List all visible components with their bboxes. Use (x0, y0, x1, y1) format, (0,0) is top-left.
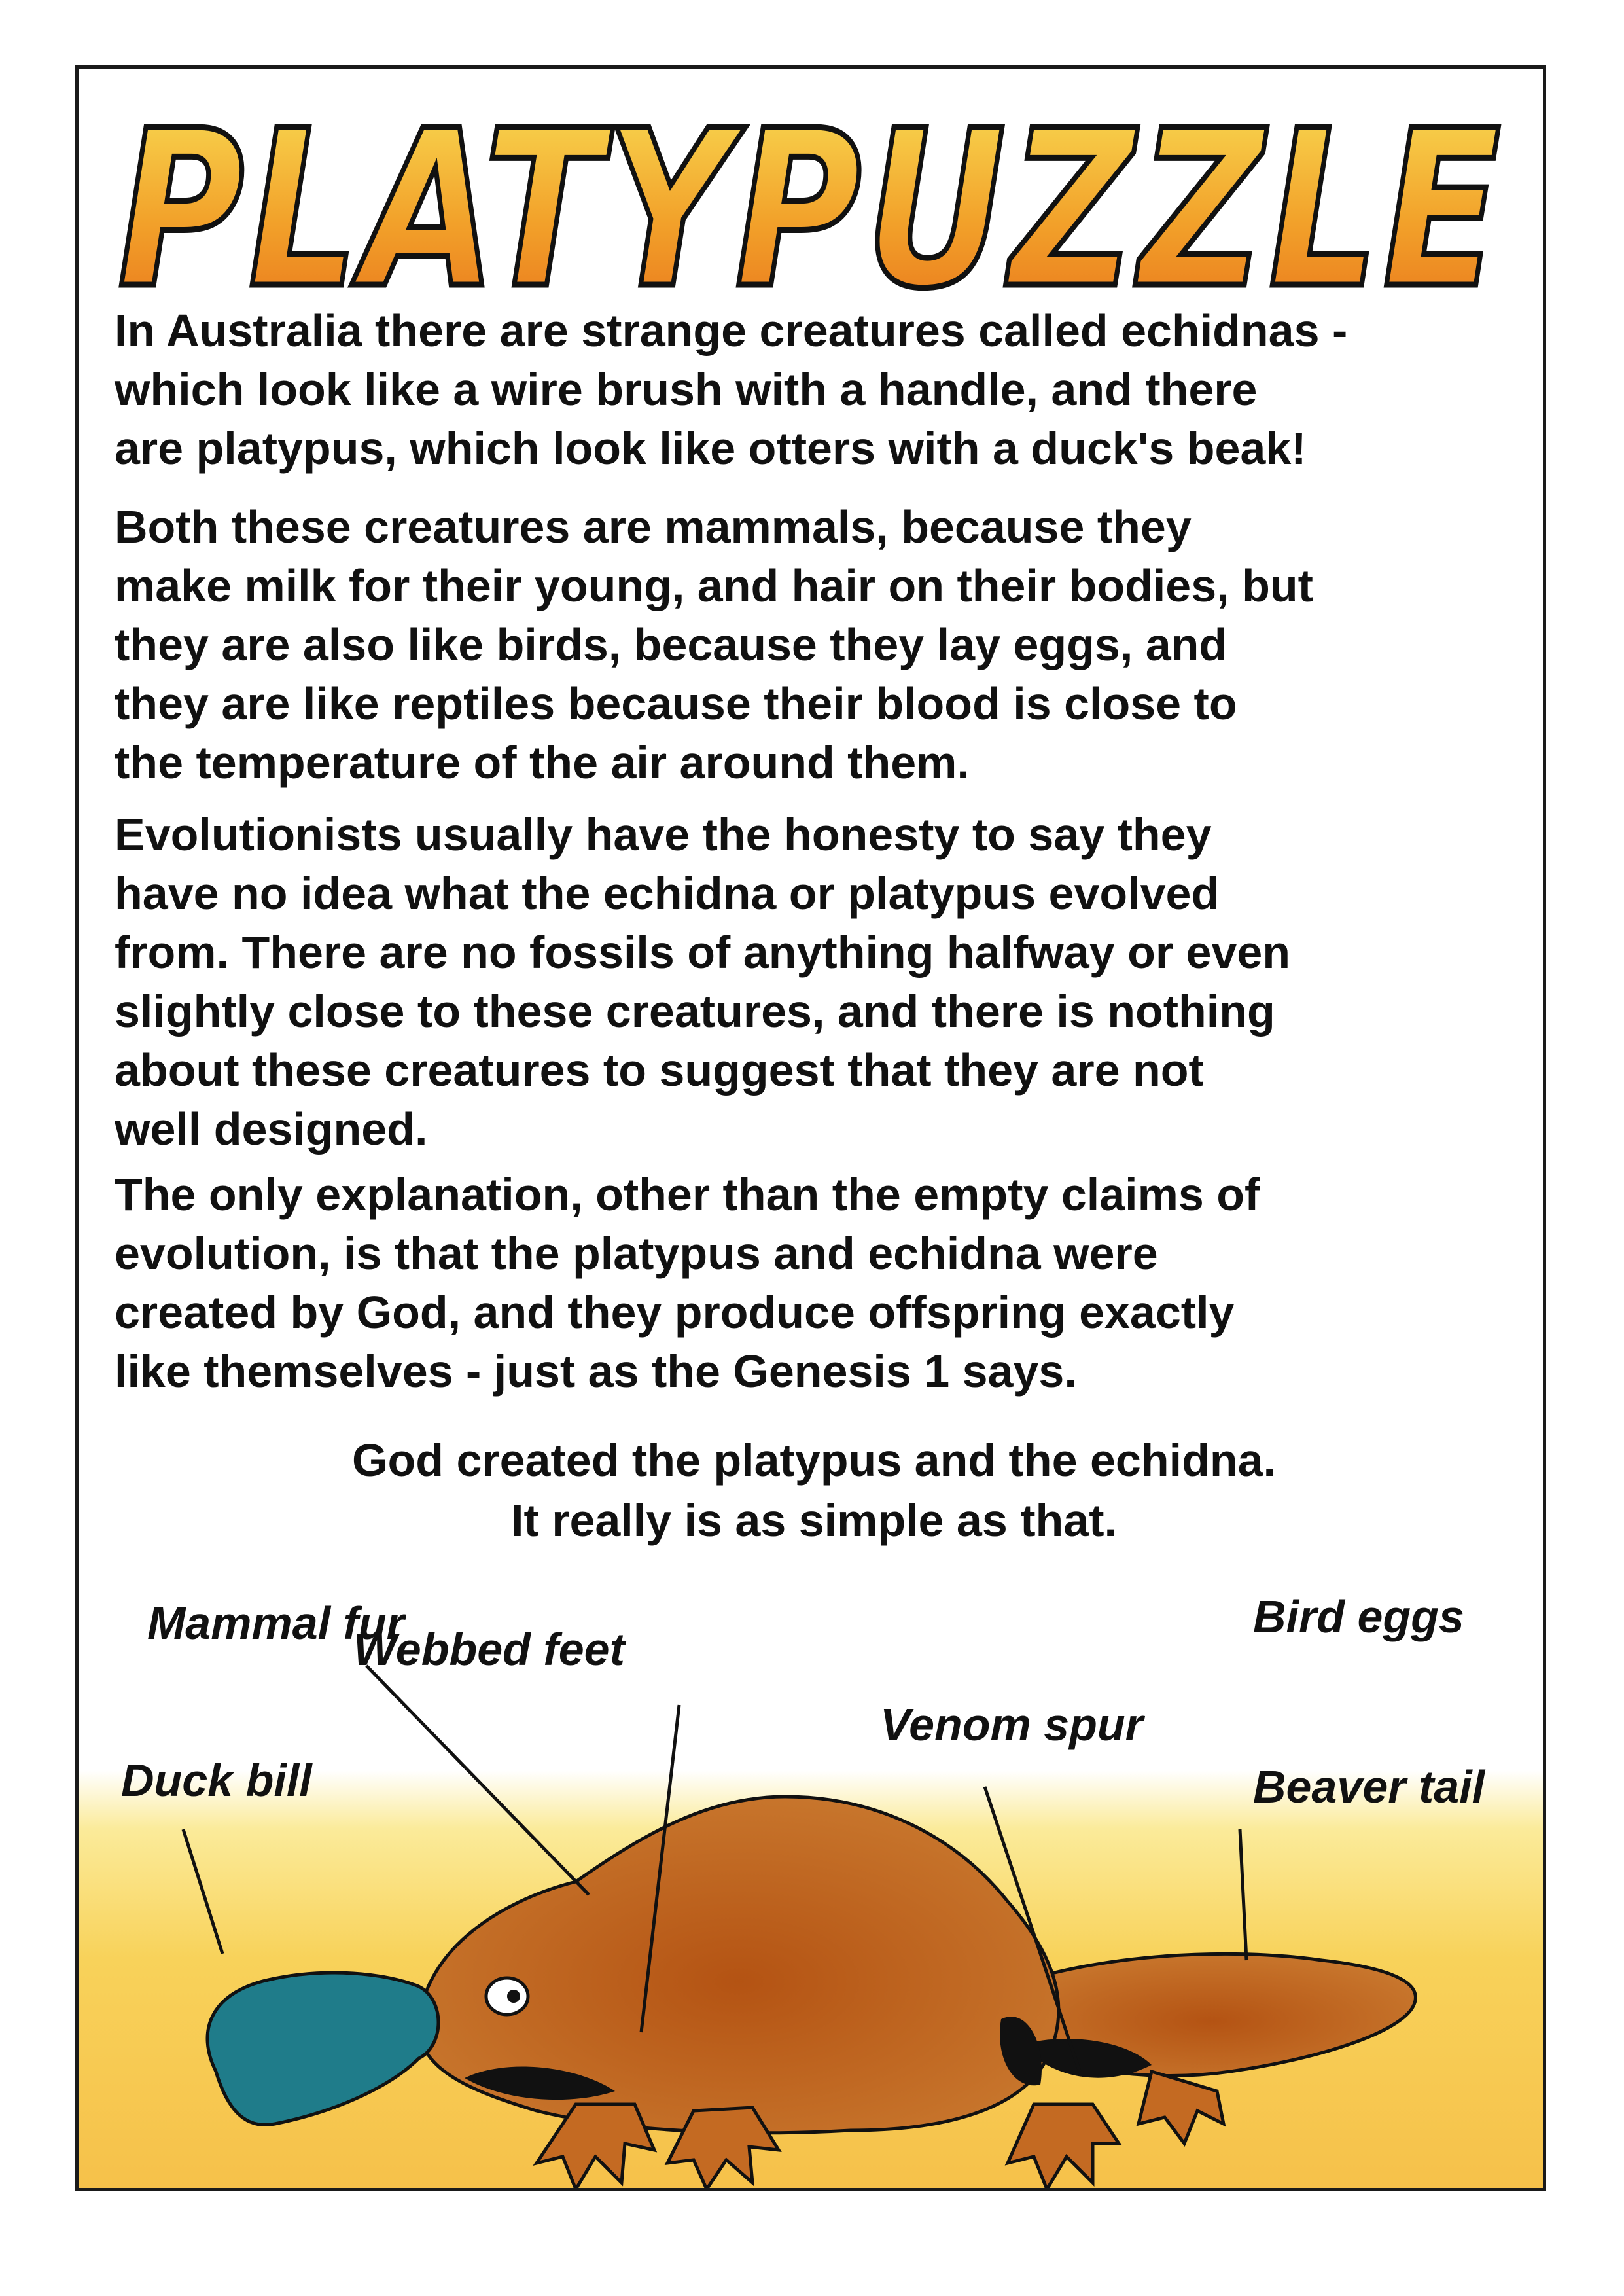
duck-bill-pointer (183, 1829, 222, 1954)
label-bird-eggs: Bird eggs (1253, 1591, 1464, 1642)
text-line: from. There are no fossils of anything halfway or even (115, 927, 1291, 978)
title-text: PLATYPUZZLE (118, 84, 1505, 331)
label-venom-spur: Venom spur (880, 1699, 1143, 1750)
text-line: have no idea what the echidna or platypus evolved (115, 868, 1220, 919)
text-line: the temperature of the air around them. (115, 737, 970, 788)
text-line: they are like reptiles because their blood is close to (115, 678, 1237, 729)
text-line: created by God, and they produce offspring exactly (115, 1287, 1235, 1338)
text-line: In Australia there are strange creatures called echidnas - (115, 305, 1348, 356)
text-line: make milk for their young, and hair on their bodies, but (115, 560, 1313, 611)
text-line: about these creatures to suggest that they are not (115, 1045, 1204, 1096)
eye-pupil (507, 1990, 520, 2003)
text-line: evolution, is that the platypus and echidna were (115, 1228, 1158, 1279)
rear-feet (1008, 2072, 1224, 2189)
label-duck-bill: Duck bill (121, 1755, 312, 1806)
text-line: slightly close to these creatures, and there is nothing (115, 986, 1275, 1037)
duck-bill-shape (207, 1973, 438, 2125)
closing-line: It really is as simple as that. (511, 1495, 1117, 1546)
text-line: they are also like birds, because they lay eggs, and (115, 619, 1227, 670)
text-line: which look like a wire brush with a handle, and there (115, 364, 1258, 415)
text-line: Both these creatures are mammals, because they (115, 501, 1192, 552)
label-webbed-feet: Webbed feet (353, 1624, 625, 1675)
closing-line: God created the platypus and the echidna. (352, 1435, 1276, 1486)
text-line: well designed. (115, 1103, 428, 1155)
mammal-fur-pointer (366, 1666, 589, 1895)
label-beaver-tail: Beaver tail (1253, 1761, 1485, 1812)
beaver-tail-pointer (1240, 1829, 1246, 1960)
text-line: like themselves - just as the Genesis 1 says. (115, 1346, 1077, 1397)
platypus-illustration (79, 69, 1546, 2191)
label-mammal-fur: Mammal fur (147, 1598, 404, 1649)
text-line: are platypus, which look like otters with a duck's beak! (115, 423, 1307, 474)
text-line: The only explanation, other than the empty claims of (115, 1169, 1260, 1220)
text-line: Evolutionists usually have the honesty to say they (115, 809, 1212, 860)
page-frame (75, 65, 1546, 2191)
